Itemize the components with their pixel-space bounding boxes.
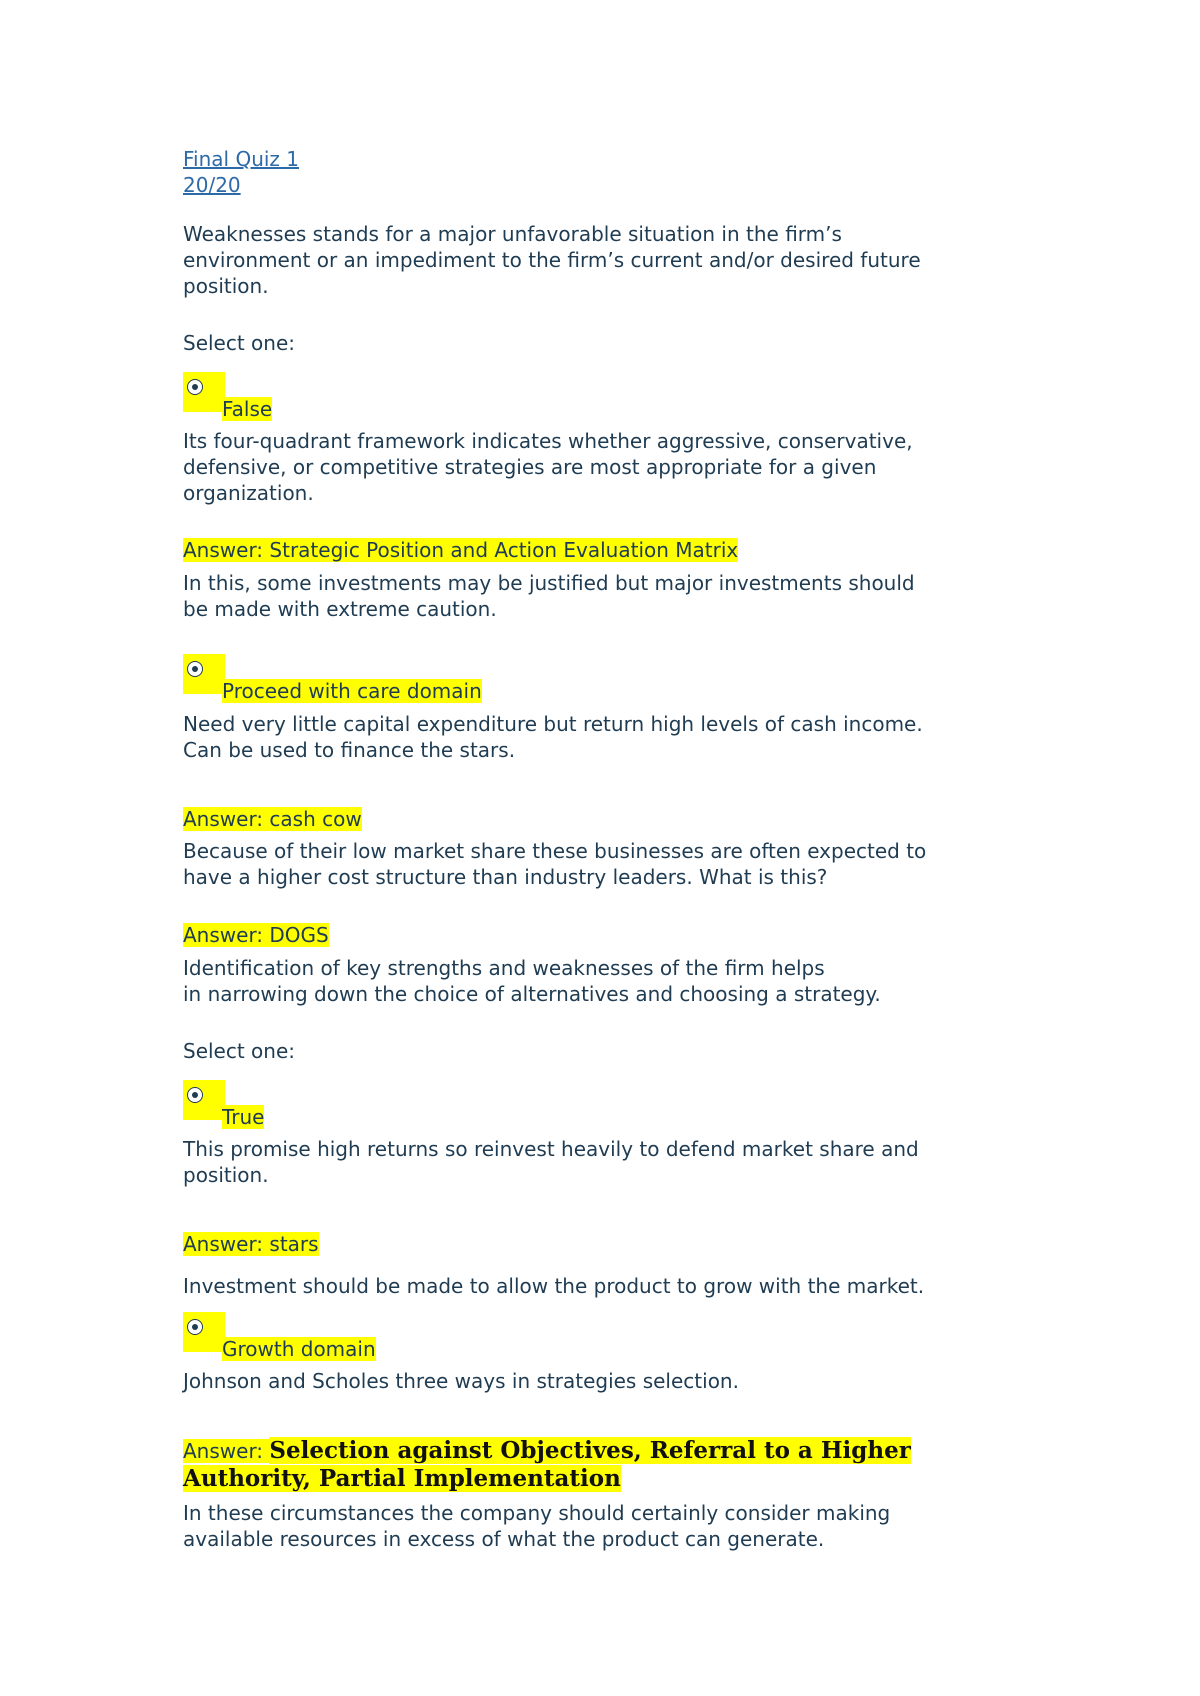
radio-option[interactable] [183, 372, 225, 412]
question-text: organization. [183, 481, 314, 505]
radio-selected-icon[interactable] [187, 379, 203, 395]
question-text: have a higher cost structure than industry leaders. What is this? [183, 865, 828, 889]
question-text: be made with extreme caution. [183, 597, 497, 621]
quiz-title-link[interactable]: Final Quiz 1 [183, 147, 300, 171]
question-text: Weaknesses stands for a major unfavorable situation in the firm’s [183, 222, 842, 246]
quiz-score-link[interactable]: 20/20 [183, 173, 241, 197]
question-text: Its four-quadrant framework indicates whether aggressive, conservative, [183, 429, 913, 453]
question-text: This promise high returns so reinvest heavily to defend market share and [183, 1137, 919, 1161]
question-text: In these circumstances the company should certainly consider making [183, 1501, 891, 1525]
question-text: Because of their low market share these businesses are often expected to [183, 839, 927, 863]
radio-selected-icon[interactable] [187, 1319, 203, 1335]
option-growth-label[interactable]: Growth domain [222, 1337, 376, 1361]
question-text: in narrowing down the choice of alternatives and choosing a strategy. [183, 982, 881, 1006]
answer-label: Answer: cash cow [183, 807, 362, 831]
select-one-label: Select one: [183, 331, 296, 355]
option-proceed-label[interactable]: Proceed with care domain [222, 679, 482, 703]
radio-option[interactable] [183, 1312, 225, 1352]
option-true-label[interactable]: True [222, 1105, 265, 1129]
radio-option[interactable] [183, 654, 225, 694]
answer-prefix: Answer: [183, 1439, 270, 1463]
question-text: In this, some investments may be justified but major investments should [183, 571, 915, 595]
answer-label: Answer: Strategic Position and Action Evaluation Matrix [183, 538, 739, 562]
question-text: Johnson and Scholes three ways in strategies selection. [183, 1369, 739, 1393]
question-text: environment or an impediment to the firm’s current and/or desired future [183, 248, 921, 272]
question-text: available resources in excess of what the product can generate. [183, 1527, 825, 1551]
question-text: Identification of key strengths and weaknesses of the firm helps [183, 956, 825, 980]
question-text: defensive, or competitive strategies are most appropriate for a given [183, 455, 877, 479]
question-text: Can be used to finance the stars. [183, 738, 516, 762]
answer-label: Answer: stars [183, 1232, 319, 1256]
question-text: position. [183, 274, 269, 298]
radio-selected-icon[interactable] [187, 1087, 203, 1103]
answer-label: Answer: DOGS [183, 923, 329, 947]
question-text: Need very little capital expenditure but return high levels of cash income. [183, 712, 923, 736]
question-text: Investment should be made to allow the product to grow with the market. [183, 1274, 925, 1298]
question-text: position. [183, 1163, 269, 1187]
radio-selected-icon[interactable] [187, 661, 203, 677]
radio-option[interactable] [183, 1080, 225, 1120]
select-one-label: Select one: [183, 1039, 296, 1063]
answer-text: Selection against Objectives, Referral to a Higher [269, 1437, 911, 1464]
answer-text: Authority, Partial Implementation [183, 1465, 621, 1492]
option-false-label[interactable]: False [222, 397, 273, 421]
